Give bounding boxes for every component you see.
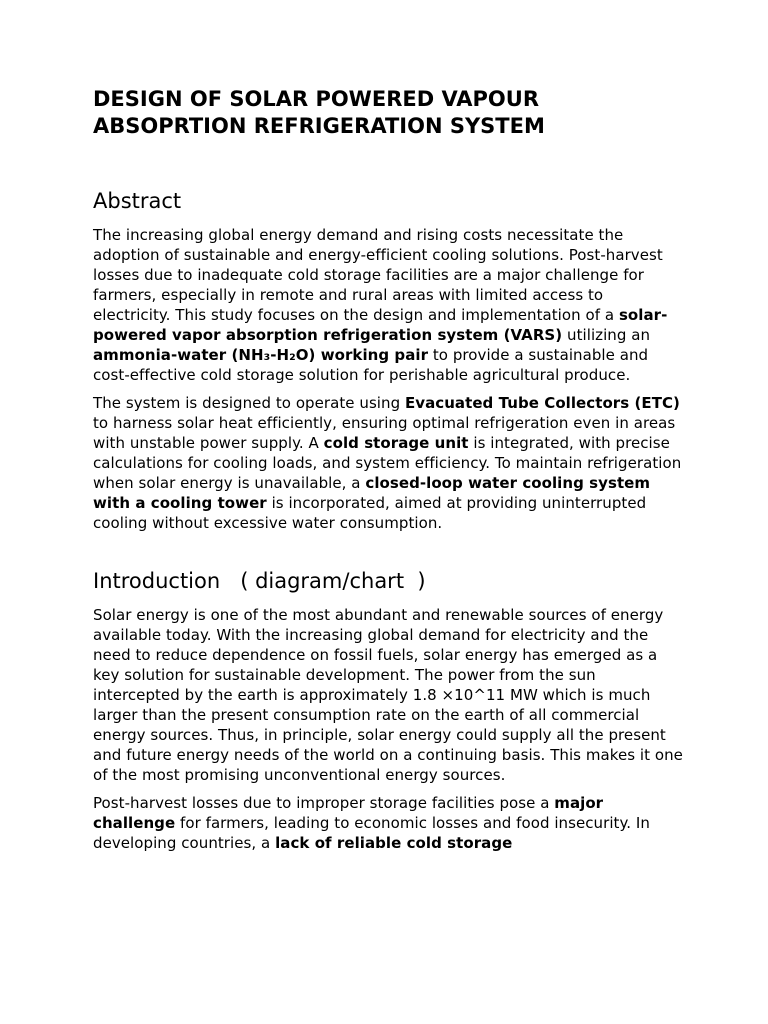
bold-term: Evacuated Tube Collectors (ETC) [404,394,680,412]
title-line-2: ABSOPRTION REFRIGERATION SYSTEM [93,114,545,138]
text-run: to harness solar heat efficiently, ensuring optimal refrigeration even in areas with unstable power supply. A [93,414,676,452]
bold-term: lack of reliable cold storage [275,834,513,852]
text-run: is integrated, with precise calculations for cooling loads, and system efficiency. To maintain refrigeration when solar energy is unavailable, a [93,434,682,492]
abstract-paragraph-2 [93,393,683,533]
abstract-paragraph-1 [93,225,683,385]
abstract-heading: Abstract [93,189,182,213]
title-line-1: DESIGN OF SOLAR POWERED VAPOUR [93,87,539,111]
text-run: The increasing global energy demand and rising costs necessitate the adoption of sustainable and energy-efficient cooling solutions. Post-harvest losses due to inadequate cold storage facilities are a major challenge for farmers, especially in remote and rural areas with limited access to electricity. This study focuses on the design and implementation of a [93,226,663,324]
text-run: is incorporated, aimed at providing uninterrupted cooling without excessive water consumption. [93,494,647,532]
document-page [93,86,683,853]
document-title [93,86,683,140]
text-run: for farmers, leading to economic losses and food insecurity. In developing countries, a [93,814,650,852]
text-run: to provide a sustainable and cost-effective cold storage solution for perishable agricultural produce. [93,346,649,384]
text-run: Post-harvest losses due to improper storage facilities pose a [93,794,555,812]
bold-term: ammonia-water (NH₃-H₂O) working pair [93,346,429,364]
text-run: utilizing an [562,326,651,344]
bold-term: major challenge [93,794,604,832]
bold-term: solar-powered vapor absorption refrigeration system (VARS) [93,306,668,344]
text-run: The system is designed to operate using [93,394,405,412]
introduction-paragraph-2 [93,793,683,853]
introduction-paragraph-1: Solar energy is one of the most abundant and renewable sources of energy available today. With the increasing global demand for electricity and the need to reduce dependence on fossil fuels, solar energy has emerged as a key solution for sustainable development. The power from the sun intercepted by the earth is approximately 1.8 ×10^11 MW which is much larger than the present consumption rate on the earth of all commercial energy sources. Thus, in principle, solar energy could supply all the present and future energy needs of the world on a continuing basis. This makes it one of the most promising unconventional energy sources. [93,606,683,784]
bold-term: closed-loop water cooling system with a cooling tower [93,474,651,512]
introduction-heading: Introduction ( diagram/chart ) [93,569,426,593]
bold-term: cold storage unit [323,434,469,452]
